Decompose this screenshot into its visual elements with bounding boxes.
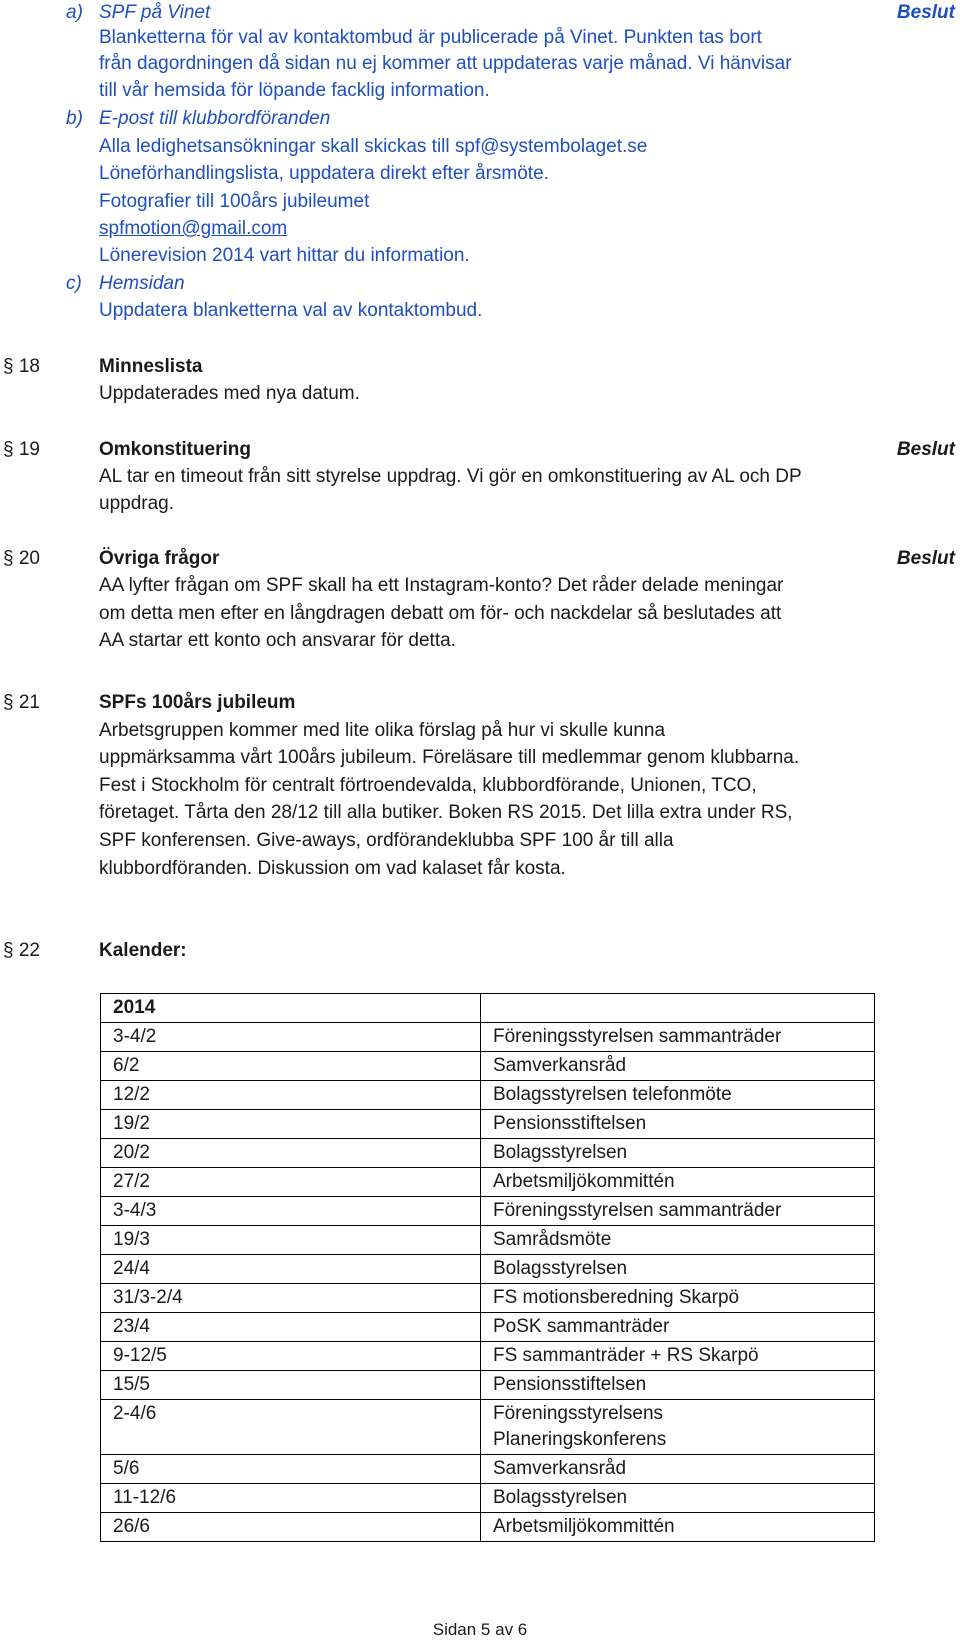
calendar-event: Bolagsstyrelsen [481,1139,875,1168]
item-b-label: b) [66,108,83,129]
calendar-event: FS motionsberedning Skarpö [481,1284,875,1313]
paragraph-line: klubbordföranden. Diskussion om vad kalaset får kosta. [99,858,566,879]
calendar-date: 27/2 [101,1168,481,1197]
item-b-line: Lönerevision 2014 vart hittar du information. [99,245,470,266]
paragraph-line: SPF konferensen. Give-aways, ordförandeklubba SPF 100 år till alla [99,830,674,851]
item-b-line: Fotografier till 100års jubileumet [99,191,370,212]
email-link-domain[interactable]: com [251,218,288,239]
paragraph-number: § 19 [3,439,40,460]
calendar-event: Pensionsstiftelsen [481,1371,875,1400]
calendar-row [101,1139,875,1168]
paragraph-title: Övriga frågor [99,548,220,569]
calendar-row [101,1313,875,1342]
paragraph-line: uppdrag. [99,493,175,514]
calendar-row [101,1168,875,1197]
calendar-event: Föreningsstyrelsen sammanträder [481,1197,875,1226]
calendar-event: Föreningsstyrelsen sammanträder [481,1023,875,1052]
paragraph-line: AA lyfter frågan om SPF skall ha ett Instagram-konto? Det råder delade meningar [99,575,784,596]
item-a-title: SPF på Vinet [99,2,211,23]
paragraph-title: SPFs 100års jubileum [99,692,296,713]
beslut-label: Beslut [896,548,955,569]
calendar-date: 19/3 [101,1226,481,1255]
calendar-row [101,1484,875,1513]
paragraph-line: om detta men efter en långdragen debatt om för- och nackdelar så beslutades att [99,603,782,624]
calendar-date: 26/6 [101,1513,481,1542]
calendar-date: 3-4/2 [101,1023,481,1052]
calendar-date: 6/2 [101,1052,481,1081]
calendar-event: Samverkansråd [481,1455,875,1484]
paragraph-title: Minneslista [99,356,203,377]
calendar-event: Samrådsmöte [481,1226,875,1255]
email-link[interactable] [99,216,287,242]
item-c-label: c) [66,273,82,294]
calendar-row [101,1255,875,1284]
item-b-title: E-post till klubbordföranden [99,108,331,129]
calendar-event: Arbetsmiljökommittén [481,1513,875,1542]
paragraph-number: § 20 [3,548,40,569]
calendar-row [101,1110,875,1139]
calendar-header-row [101,994,875,1023]
calendar-event: Föreningsstyrelsens Planeringskonferens [481,1400,875,1455]
calendar-event: Bolagsstyrelsen telefonmöte [481,1081,875,1110]
paragraph-number: § 22 [3,940,40,961]
calendar-row [101,1052,875,1081]
paragraph-line: uppmärksamma vårt 100års jubileum. Föreläsare till medlemmar genom klubbarna. [99,747,800,768]
calendar-row [101,1513,875,1542]
calendar-event: Bolagsstyrelsen [481,1255,875,1284]
calendar-header-empty [481,994,875,1023]
paragraph-line: Fest i Stockholm för centralt förtroendevalda, klubbordförande, Unionen, TCO, [99,775,757,796]
calendar-date: 23/4 [101,1313,481,1342]
calendar-date: 20/2 [101,1139,481,1168]
paragraph-line: AA startar ett konto och ansvarar för detta. [99,630,456,651]
calendar-date: 15/5 [101,1371,481,1400]
item-b-line: Alla ledighetsansökningar skall skickas till spf@systembolaget.se [99,136,648,157]
calendar-event: Arbetsmiljökommittén [481,1168,875,1197]
page-footer: Sidan 5 av 6 [432,1620,528,1639]
calendar-event: Bolagsstyrelsen [481,1484,875,1513]
calendar-date: 31/3-2/4 [101,1284,481,1313]
email-link-text[interactable]: spfmotion@gmail. [99,218,252,239]
calendar-date: 24/4 [101,1255,481,1284]
item-c-title: Hemsidan [99,273,185,294]
calendar-date: 19/2 [101,1110,481,1139]
calendar-event: Samverkansråd [481,1052,875,1081]
paragraph-number: § 18 [3,356,40,377]
calendar-row [101,1081,875,1110]
paragraph-line: AL tar en timeout från sitt styrelse uppdrag. Vi gör en omkonstituering av AL och DP [99,466,802,487]
calendar-row [101,1226,875,1255]
paragraph-number: § 21 [3,692,40,713]
paragraph-line: Uppdaterades med nya datum. [99,383,360,404]
calendar-event: PoSK sammanträder [481,1313,875,1342]
calendar-date: 5/6 [101,1455,481,1484]
calendar-event: Pensionsstiftelsen [481,1110,875,1139]
calendar-date: 2-4/6 [101,1400,481,1455]
calendar-row [101,1455,875,1484]
calendar-row [101,1371,875,1400]
beslut-label: Beslut [896,439,955,460]
item-b-line: Löneförhandlingslista, uppdatera direkt efter årsmöte. [99,163,549,184]
calendar-row [101,1197,875,1226]
paragraph-line: företaget. Tårta den 28/12 till alla butiker. Boken RS 2015. Det lilla extra under RS, [99,802,793,823]
item-a-line: från dagordningen då sidan nu ej kommer att uppdateras varje månad. Vi hänvisar [99,53,792,74]
calendar-date: 11-12/6 [101,1484,481,1513]
calendar-date: 12/2 [101,1081,481,1110]
item-c-line: Uppdatera blanketterna val av kontaktombud. [99,300,483,321]
calendar-row [101,1342,875,1371]
beslut-label: Beslut [896,2,955,23]
calendar-table [100,993,875,1542]
calendar-row [101,1400,875,1455]
calendar-row [101,1023,875,1052]
item-a-line: Blanketterna för val av kontaktombud är publicerade på Vinet. Punkten tas bort [99,27,762,48]
calendar-year: 2014 [101,994,481,1023]
paragraph-line: Arbetsgruppen kommer med lite olika förslag på hur vi skulle kunna [99,720,666,741]
paragraph-title: Omkonstituering [99,439,252,460]
item-a-label: a) [66,2,83,23]
calendar-row [101,1284,875,1313]
calendar-date: 3-4/3 [101,1197,481,1226]
calendar-event: FS sammanträder + RS Skarpö [481,1342,875,1371]
paragraph-title: Kalender: [99,940,187,961]
calendar-date: 9-12/5 [101,1342,481,1371]
item-a-line: till vår hemsida för löpande facklig information. [99,80,490,101]
